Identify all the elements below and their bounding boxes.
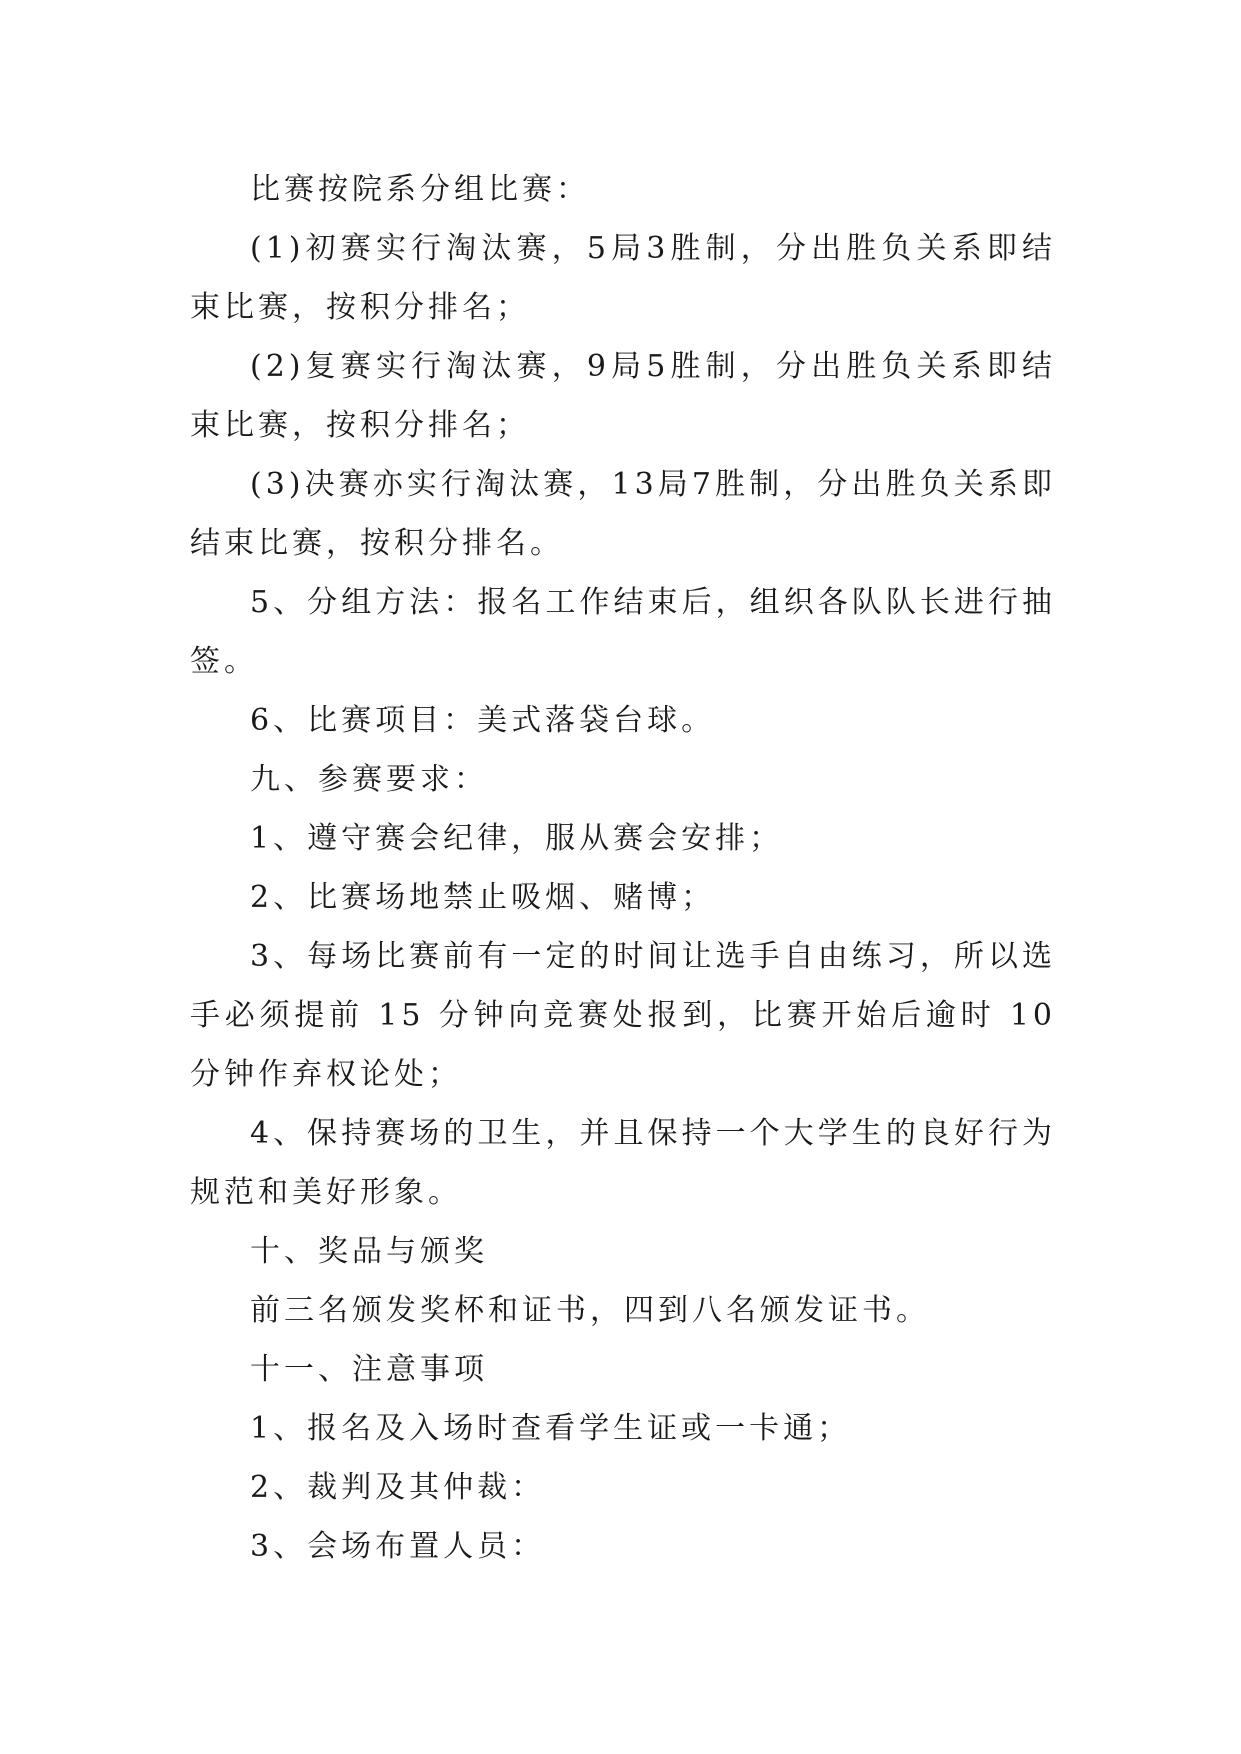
paragraph-requirement-2: 2、比赛场地禁止吸烟、赌博； xyxy=(250,880,716,915)
document-body xyxy=(190,160,1056,1576)
heading-requirements: 九、参赛要求： xyxy=(250,762,488,797)
paragraph-note-2: 2、裁判及其仲裁： xyxy=(250,1470,546,1505)
paragraph-preliminary-round: (1)初赛实行淘汰赛，5局3胜制，分出胜负关系即结束比赛，按积分排名； xyxy=(190,231,1056,325)
paragraph-requirement-3: 3、每场比赛前有一定的时间让选手自由练习，所以选手必须提前 15 分钟向竞赛处报到，比赛开始后逾时 10 分钟作弃权论处； xyxy=(190,939,1056,1092)
paragraph-note-3: 3、会场布置人员： xyxy=(250,1529,546,1564)
paragraph-event: 6、比赛项目：美式落袋台球。 xyxy=(250,703,716,738)
paragraph-grouping-method: 5、分组方法：报名工作结束后，组织各队队长进行抽签。 xyxy=(190,585,1056,679)
heading-notes: 十一、注意事项 xyxy=(250,1352,488,1387)
paragraph-requirement-4: 4、保持赛场的卫生，并且保持一个大学生的良好行为规范和美好形象。 xyxy=(190,1116,1056,1210)
paragraph-note-1: 1、报名及入场时查看学生证或一卡通； xyxy=(250,1411,852,1446)
heading-awards: 十、奖品与颁奖 xyxy=(250,1234,488,1269)
paragraph-awards: 前三名颁发奖杯和证书，四到八名颁发证书。 xyxy=(250,1293,930,1328)
paragraph-requirement-1: 1、遵守赛会纪律，服从赛会安排； xyxy=(250,821,784,856)
paragraph-second-round: (2)复赛实行淘汰赛，9局5胜制，分出胜负关系即结束比赛，按积分排名； xyxy=(190,349,1056,443)
paragraph-final-round: (3)决赛亦实行淘汰赛，13局7胜制，分出胜负关系即结束比赛，按积分排名。 xyxy=(190,467,1056,561)
paragraph-grouping-intro: 比赛按院系分组比赛： xyxy=(250,172,590,207)
